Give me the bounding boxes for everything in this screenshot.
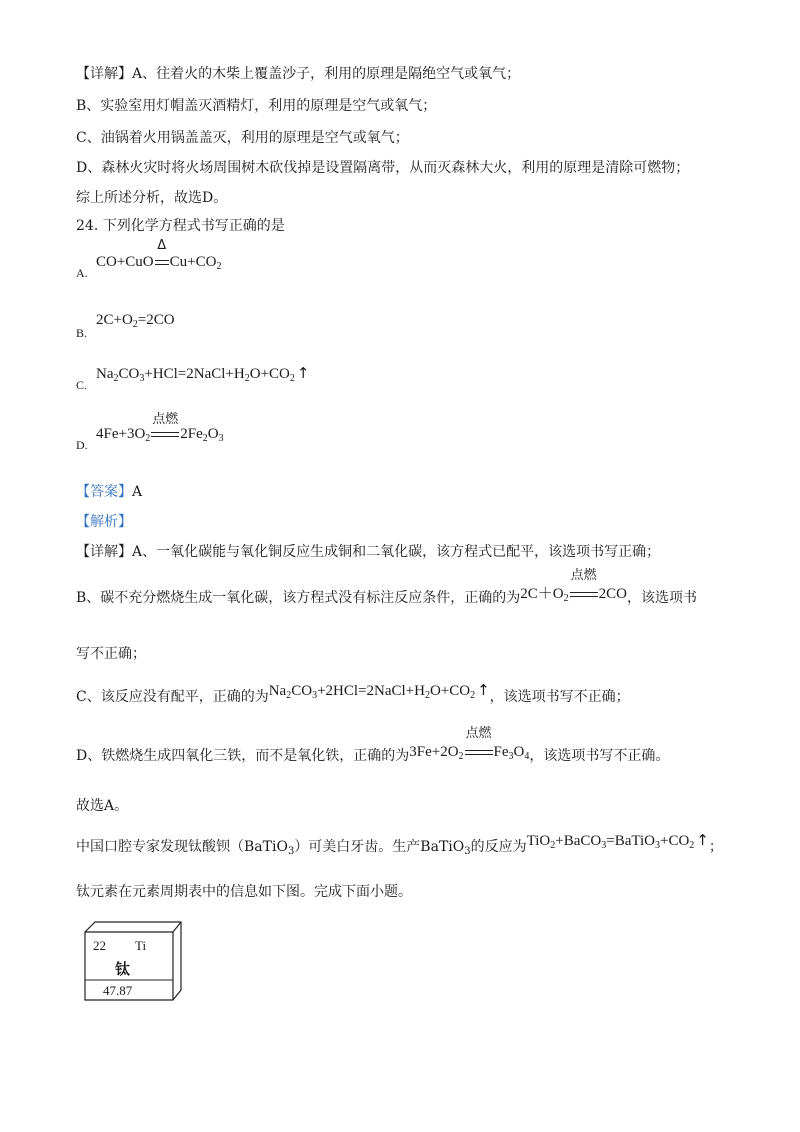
gas-arrow-icon: ↑ bbox=[296, 364, 310, 382]
gas-arrow-icon: ↑ bbox=[696, 831, 709, 849]
relative-atomic-mass: 47.87 bbox=[103, 983, 133, 998]
element-symbol: Ti bbox=[135, 938, 147, 953]
intro-line-1: 中国口腔专家发现钛酸钡（BaTiO$_3$）可美白牙齿。生产BaTiO$_3$的反应为$TiO_2+BaCO_3=BaTiO_3+CO_2$ ↑； bbox=[76, 831, 723, 857]
atomic-number: 22 bbox=[93, 938, 106, 953]
answer-label: 【答案】 bbox=[76, 484, 132, 500]
question-24-stem: 24. 下列化学方程式书写正确的是 bbox=[76, 218, 285, 234]
detail-a: 【详解】A、一氧化碳能与氧化铜反应生成铜和二氧化碳，该方程式已配平，该选项书写正确； bbox=[76, 544, 661, 560]
answer-value: A bbox=[132, 484, 143, 500]
detail-d-equation: $3Fe+2O_2$ 点燃 $Fe_3O_4$ bbox=[409, 726, 530, 762]
answer bbox=[76, 482, 142, 502]
analysis-label: 【解析】 bbox=[76, 514, 132, 530]
detail-c: C、该反应没有配平，正确的为$Na_2CO_3+2HCl=2NaCl+H_2O+CO_2$ ↑，该选项书写不正确； bbox=[76, 681, 630, 705]
option-a-equation: CO+CuO Δ $Cu+CO_2$ bbox=[96, 238, 222, 272]
detail-b: B、碳不充分燃烧生成一氧化碳，该方程式没有标注反应条件，正确的为$2C+O_2$ 点燃 2CO，该选项书 bbox=[76, 568, 697, 606]
element-cell-box bbox=[83, 920, 183, 1002]
detail-b-equation: $2C+O_2$ 点燃 2CO bbox=[520, 568, 627, 604]
option-c-label: C. bbox=[76, 378, 88, 392]
detail-prev-line-4: D、森林火灾时将火场周围树木砍伐掉是设置隔离带，从而灭森林大火，利用的原理是清除可燃物； bbox=[76, 160, 690, 176]
element-name: 钛 bbox=[115, 960, 131, 978]
option-d-condition: 点燃 bbox=[151, 426, 179, 443]
option-b-label: B. bbox=[76, 326, 88, 340]
periodic-table-cell-titanium bbox=[83, 920, 183, 1002]
detail-d: D、铁燃烧生成四氧化三铁，而不是氧化铁，正确的为$3Fe+2O_2$ 点燃 $Fe_3O_4$，该选项书写不正确。 bbox=[76, 726, 670, 764]
detail-conclusion: 故选A。 bbox=[76, 798, 129, 814]
option-d-equation: $4Fe+3O_2$ 点燃 $2Fe_2O_3$ bbox=[96, 412, 224, 444]
intro-line-2: 钛元素在元素周期表中的信息如下图。完成下面小题。 bbox=[76, 884, 412, 900]
option-a-condition: Δ bbox=[155, 254, 169, 271]
option-a-lhs: CO+CuO bbox=[96, 254, 154, 270]
option-b-equation: $2C+O_2=2CO$ bbox=[96, 312, 175, 330]
detail-prev-line-2: B、实验室用灯帽盖灭酒精灯，利用的原理是空气或氧气； bbox=[76, 98, 437, 114]
option-d-label: D. bbox=[76, 438, 88, 452]
option-a-label: A. bbox=[76, 266, 88, 280]
detail-prev-line-1: 【详解】A、往着火的木柴上覆盖沙子，利用的原理是隔绝空气或氧气； bbox=[76, 66, 521, 82]
detail-prev-line-5: 综上所述分析，故选D。 bbox=[76, 190, 228, 206]
detail-b-continued: 写不正确； bbox=[76, 646, 146, 662]
intro-equation: $TiO_2+BaCO_3=BaTiO_3+CO_2$ ↑ bbox=[526, 831, 709, 851]
detail-prev-line-3: C、油锅着火用锅盖盖灭，利用的原理是空气或氧气； bbox=[76, 130, 409, 146]
option-a-rhs: Cu+CO bbox=[169, 254, 217, 270]
detail-c-equation: $Na_2CO_3+2HCl=2NaCl+H_2O+CO_2$ ↑ bbox=[268, 681, 490, 701]
option-c-equation: $Na_2CO_3+HCl=2NaCl+H_2O+CO_2$ ↑ bbox=[96, 364, 310, 384]
gas-arrow-icon: ↑ bbox=[477, 681, 490, 699]
